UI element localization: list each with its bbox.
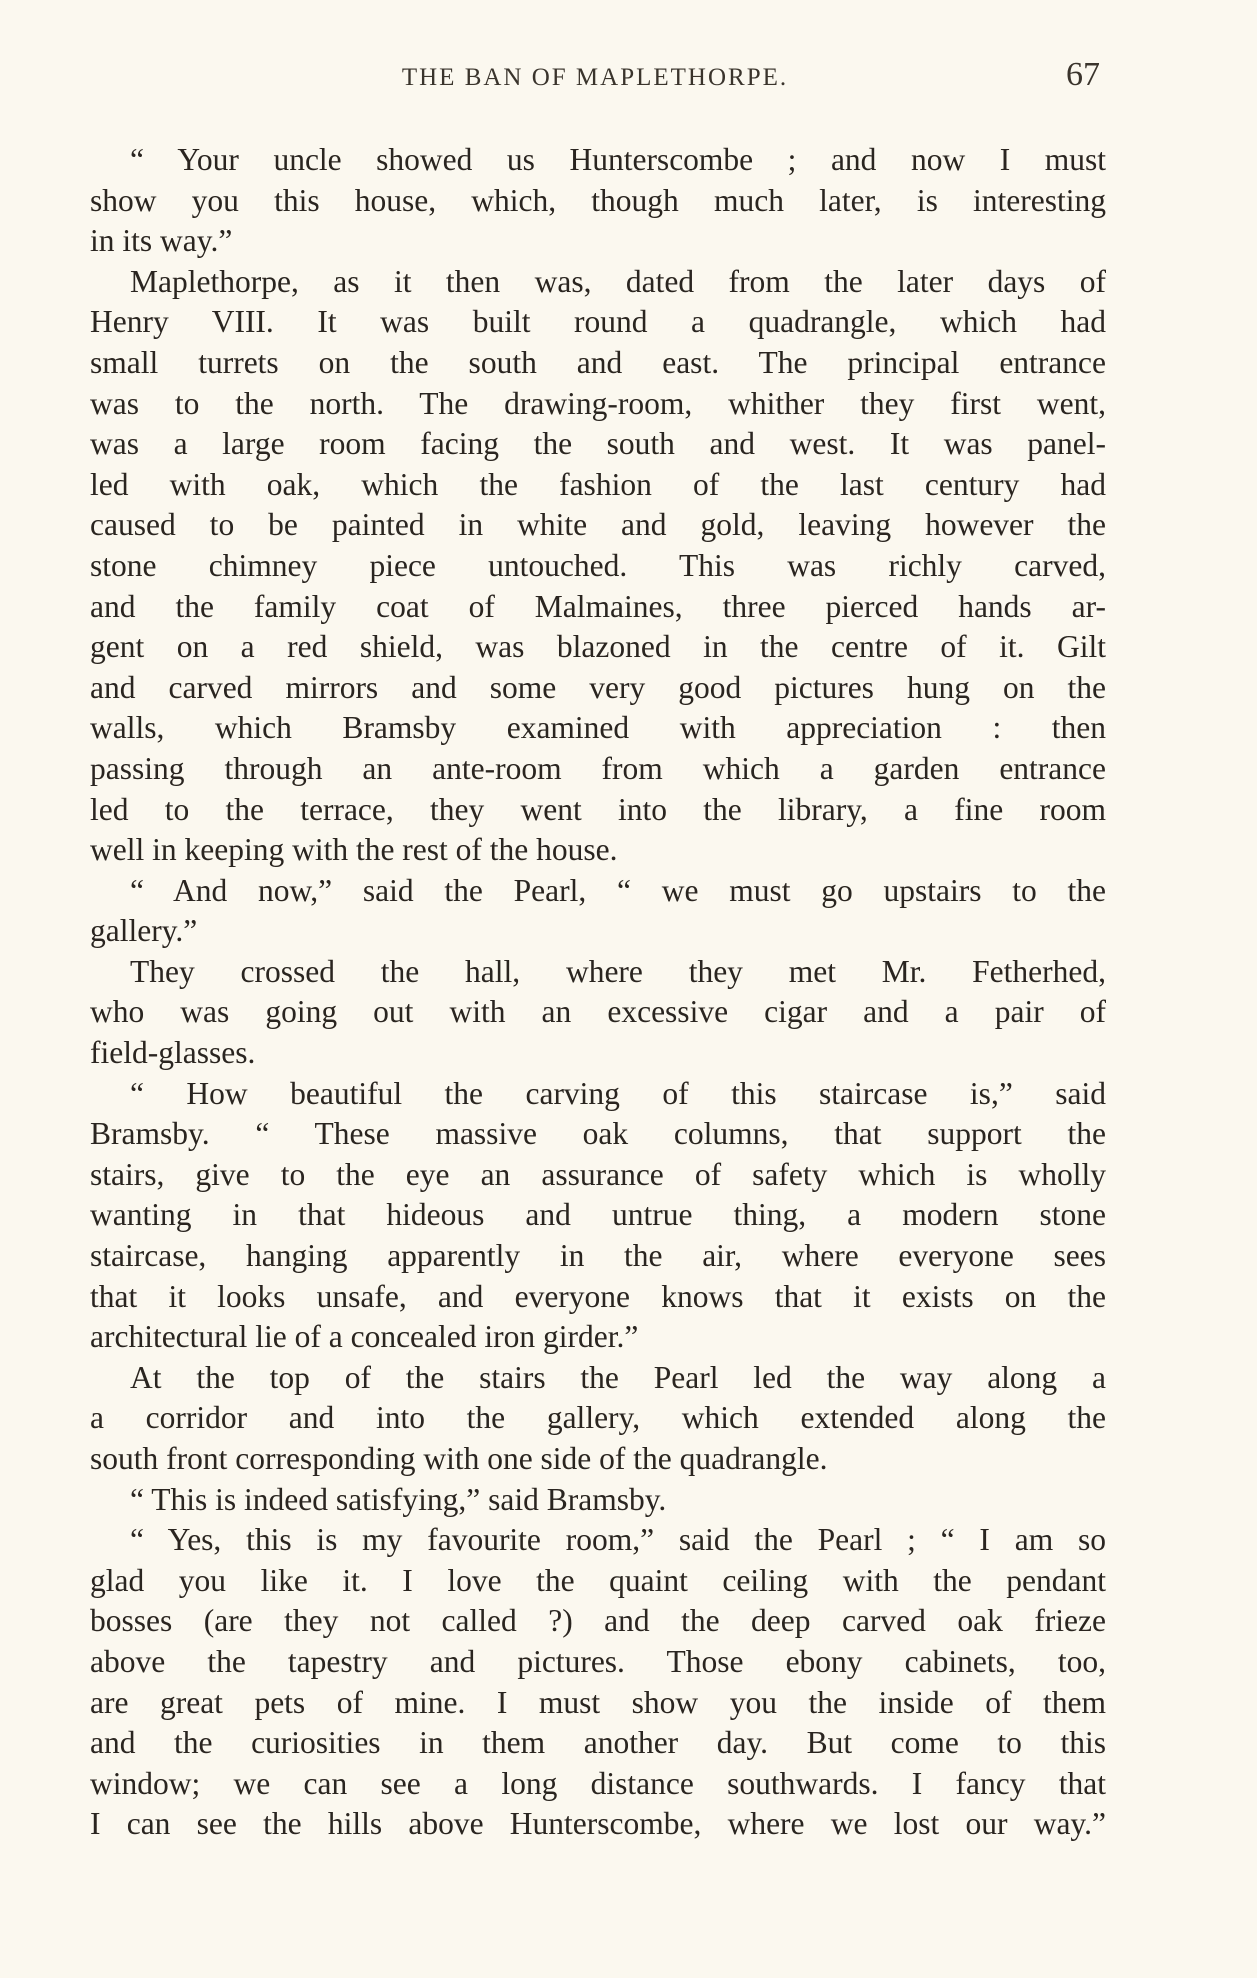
running-head-title: THE BAN OF MAPLETHORPE.	[401, 64, 789, 91]
text-line: glad you like it. I love the quaint ceiling with the pendant	[90, 1562, 1106, 1598]
text-line: “ Your uncle showed us Hunterscombe ; and now I must	[130, 142, 1106, 177]
text-line: are great pets of mine. I must show you the inside of them	[90, 1684, 1106, 1720]
text-line: staircase, hanging apparently in the air, where everyone sees	[90, 1238, 1106, 1274]
text-line: was a large room facing the south and west. It was panel-	[90, 426, 1106, 462]
text-line: well in keeping with the rest of the house.	[90, 832, 618, 868]
text-line: field-glasses.	[90, 1035, 256, 1071]
text-line: a corridor and into the gallery, which extended along the	[90, 1400, 1106, 1436]
text-line: was to the north. The drawing-room, whither they first went,	[90, 385, 1106, 421]
text-line: stone chimney piece untouched. This was richly carved,	[90, 547, 1106, 583]
page-number: 67	[1066, 56, 1100, 93]
text-line: show you this house, which, though much later, is interesting	[90, 182, 1106, 218]
page-header	[90, 56, 1100, 100]
text-line: architectural lie of a concealed iron girder.”	[90, 1319, 639, 1355]
text-line: south front corresponding with one side of the quadrangle.	[90, 1441, 828, 1476]
text-line: stairs, give to the eye an assurance of safety which is wholly	[90, 1156, 1106, 1192]
text-line: caused to be painted in white and gold, leaving however the	[90, 507, 1106, 543]
text-line: At the top of the stairs the Pearl led the way along a	[130, 1359, 1106, 1395]
text-line: “ How beautiful the carving of this staircase is,” said	[130, 1075, 1106, 1111]
body-text	[90, 140, 1106, 1845]
text-line: “ Yes, this is my favourite room,” said the Pearl ; “ I am so	[130, 1522, 1106, 1558]
text-line: wanting in that hideous and untrue thing, a modern stone	[90, 1197, 1106, 1233]
text-line: “ This is indeed satisfying,” said Bramsby.	[130, 1481, 667, 1517]
text-line: and the family coat of Malmaines, three pierced hands ar-	[90, 588, 1106, 624]
text-line: Henry VIII. It was built round a quadrangle, which had	[90, 304, 1106, 340]
text-line: bosses (are they not called ?) and the deep carved oak frieze	[90, 1603, 1106, 1639]
text-line: gent on a red shield, was blazoned in the centre of it. Gilt	[90, 629, 1106, 665]
text-line: passing through an ante-room from which a garden entrance	[90, 750, 1106, 786]
text-line: that it looks unsafe, and everyone knows that it exists on the	[90, 1278, 1106, 1314]
text-line: Maplethorpe, as it then was, dated from the later days of	[130, 263, 1106, 299]
text-line: I can see the hills above Hunterscombe, where we lost our way.”	[90, 1806, 1106, 1842]
text-line: led to the terrace, they went into the library, a fine room	[90, 791, 1106, 827]
text-line: window; we can see a long distance southwards. I fancy that	[90, 1765, 1106, 1801]
text-line: who was going out with an excessive cigar and a pair of	[90, 994, 1106, 1030]
text-line: walls, which Bramsby examined with appreciation : then	[90, 710, 1106, 746]
text-line: above the tapestry and pictures. Those ebony cabinets, too,	[90, 1643, 1106, 1679]
text-line: and the curiosities in them another day. But come to this	[90, 1725, 1106, 1761]
text-line: small turrets on the south and east. The principal entrance	[90, 344, 1106, 380]
text-line: Bramsby. “ These massive oak columns, that support the	[90, 1116, 1106, 1152]
text-line: They crossed the hall, where they met Mr. Fetherhed,	[130, 953, 1106, 989]
text-line: gallery.”	[90, 913, 198, 949]
text-line: “ And now,” said the Pearl, “ we must go upstairs to the	[130, 872, 1106, 908]
text-line: and carved mirrors and some very good pictures hung on the	[90, 669, 1106, 705]
text-line: in its way.”	[90, 223, 233, 259]
text-line: led with oak, which the fashion of the last century had	[90, 466, 1106, 502]
